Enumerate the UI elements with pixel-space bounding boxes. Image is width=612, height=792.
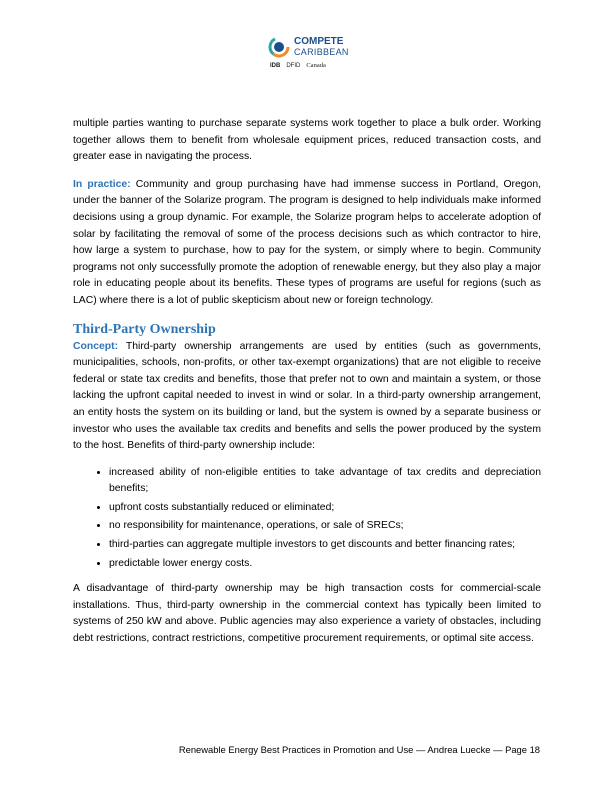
paragraph-group-purchasing: multiple parties wanting to purchase separate systems work together to place a bulk order. Working together allows them to benefit from wholesale equipment prices, reduced transaction costs, and greater ease in navigating the process. — [73, 118, 541, 163]
concept-label: Concept: — [73, 340, 119, 352]
in-practice-text: Community and group purchasing have had immense success in Portland, Oregon, under the banner of the Solarize program. The program is designed to help individuals make informed decisions using a group dynamic. For example, the Solarize program helps to accelerate adoption of solar by facilitating the removal of some of the process decisions such as which contractor to hire, how large a system to purchase, how to pay for the system, or simply where to begin. Community programs not only successfully promote the adoption of renewable energy, but they also play a major role in educating people about its benefits. These types of programs are useful for regions (such as LAC) where there is a lot of public skepticism about new or foreign technology. — [73, 178, 541, 306]
list-item: • increased ability of non-eligible entities to take advantage of tax credits and depreciation benefits; — [109, 465, 541, 498]
paragraph-in-practice — [73, 177, 541, 310]
logo-line-compete: COMPETE — [294, 36, 344, 47]
list-item: • predictable lower energy costs. — [109, 556, 541, 573]
header-logo — [268, 36, 358, 78]
paragraph-concept — [73, 339, 541, 455]
compete-caribbean-logo-icon — [268, 36, 290, 58]
in-practice-label: In practice: — [73, 178, 131, 190]
concept-text: Third-party ownership arrangements are used by entities (such as governments, municipalities, schools, non-profits, or other tax-exempt organizations) that are not eligible to receive federal or state tax credits and benefits, those that prefer not to own and maintain a system, or those lacking the upfront capital needed to invest in wind or solar. In a third-party ownership arrangement, an entity hosts the system on its building or land, but the system is owned by a separate business or investor who uses the available tax credits and benefits and sells the power produced by the system to the host. Benefits of third-party ownership include: — [73, 340, 541, 452]
page-footer: Renewable Energy Best Practices in Promotion and Use — Andrea Luecke — Page 18 — [178, 744, 540, 755]
partner-canada: Canada — [306, 62, 326, 69]
section-heading: Third-Party Ownership — [73, 321, 216, 337]
benefits-list — [73, 465, 541, 573]
list-item: • third-parties can aggregate multiple investors to get discounts and better financing rates; — [109, 537, 541, 554]
logo-line-caribbean: CARIBBEAN — [294, 47, 349, 57]
partner-dfid: DFID — [286, 62, 301, 69]
partner-logos — [268, 62, 358, 69]
list-item: • upfront costs substantially reduced or eliminated; — [109, 500, 541, 517]
page-body — [73, 116, 541, 659]
list-item: • no responsibility for maintenance, operations, or sale of SRECs; — [109, 518, 541, 535]
paragraph-disadvantage: A disadvantage of third-party ownership may be high transaction costs for commercial-scale installations. Thus, third-party ownership in the commercial context has typically been limited to systems of 250 kW and above. Public agencies may also experience a variety of obstacles, including debt restrictions, contract restrictions, competitive procurement requirements, or optimal site access. — [73, 583, 541, 645]
partner-idb: IDB — [270, 62, 281, 69]
